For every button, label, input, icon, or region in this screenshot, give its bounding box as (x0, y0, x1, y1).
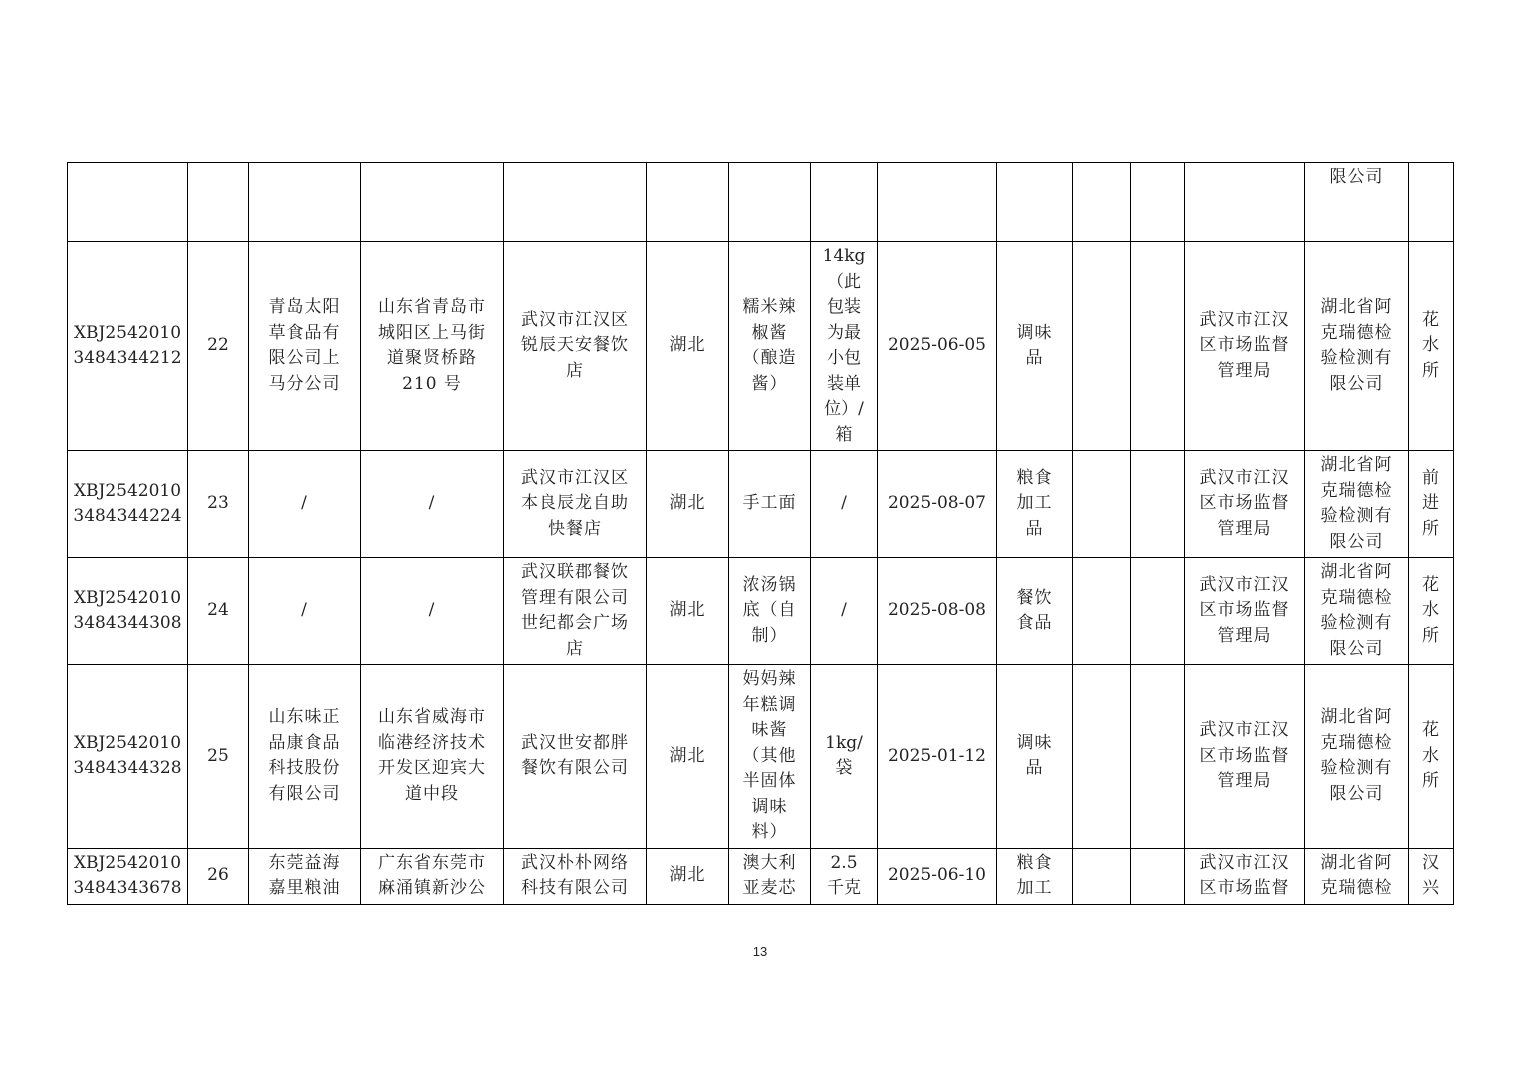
product-name-cell: 糯米辣 椒酱 （酿造 酱） (729, 242, 811, 451)
province-cell: 湖北 (647, 665, 729, 849)
table-cell (1131, 665, 1185, 849)
product-name-cell: 浓汤锅 底（自 制） (729, 558, 811, 665)
manufacturer-address-cell: 山东省威海市 临港经济技术 开发区迎宾大 道中段 (361, 665, 504, 849)
table-cell (1131, 163, 1185, 242)
station-cell: 花 水 所 (1409, 558, 1454, 665)
table-cell (1073, 848, 1131, 904)
table-cell (504, 163, 647, 242)
food-category-cell: 粮食 加工 品 (997, 451, 1073, 558)
table-cell (1185, 163, 1305, 242)
task-source-cell: 武汉市江汉 区市场监督 管理局 (1185, 665, 1305, 849)
manufacturer-cell: 青岛太阳 草食品有 限公司上 马分公司 (249, 242, 361, 451)
manufacturer-address-cell: 广东省东莞市 麻涌镇新沙公 (361, 848, 504, 904)
manufacturer-cell: / (249, 558, 361, 665)
table-cell (1131, 451, 1185, 558)
table-row (68, 242, 1454, 451)
table-row (68, 451, 1454, 558)
table-cell (188, 163, 249, 242)
serial-number-cell: 24 (188, 558, 249, 665)
production-date-cell: 2025-01-12 (878, 665, 997, 849)
table-cell (1073, 558, 1131, 665)
sampled-unit-cell: 武汉联郡餐饮 管理有限公司 世纪都会广场 店 (504, 558, 647, 665)
specification-cell: / (811, 451, 878, 558)
production-date-cell: 2025-08-07 (878, 451, 997, 558)
table-cell (1073, 451, 1131, 558)
table-cell (729, 163, 811, 242)
sampling-results-table (67, 162, 1454, 905)
station-cell: 花 水 所 (1409, 242, 1454, 451)
serial-number-cell: 26 (188, 848, 249, 904)
testing-agency-cell: 湖北省阿 克瑞德检 验检测有 限公司 (1305, 665, 1409, 849)
table-row (68, 163, 1454, 242)
table-cell (249, 163, 361, 242)
station-cell: 花 水 所 (1409, 665, 1454, 849)
serial-number-cell: 25 (188, 665, 249, 849)
task-source-cell: 武汉市江汉 区市场监督 管理局 (1185, 242, 1305, 451)
page-number: 13 (752, 944, 768, 959)
province-cell: 湖北 (647, 848, 729, 904)
table-cell (1073, 242, 1131, 451)
manufacturer-address-cell: / (361, 451, 504, 558)
sampled-unit-cell: 武汉世安都胖 餐饮有限公司 (504, 665, 647, 849)
table-row (68, 848, 1454, 904)
sampled-unit-cell: 武汉朴朴网络 科技有限公司 (504, 848, 647, 904)
specification-cell: 2.5 千克 (811, 848, 878, 904)
station-cell: 汉 兴 (1409, 848, 1454, 904)
task-source-cell: 武汉市江汉 区市场监督 管理局 (1185, 451, 1305, 558)
serial-number-cell: 22 (188, 242, 249, 451)
table-cell (1131, 558, 1185, 665)
task-source-cell: 武汉市江汉 区市场监督 (1185, 848, 1305, 904)
food-category-cell: 调味 品 (997, 665, 1073, 849)
table-cell (647, 163, 729, 242)
table-row (68, 665, 1454, 849)
sample-id-cell: XBJ2542010 3484344212 (68, 242, 188, 451)
sample-id-cell: XBJ2542010 3484344308 (68, 558, 188, 665)
table-cell: 限公司 (1305, 163, 1409, 242)
specification-cell: 1kg/ 袋 (811, 665, 878, 849)
manufacturer-cell: 东莞益海 嘉里粮油 (249, 848, 361, 904)
table-cell (997, 163, 1073, 242)
testing-agency-cell: 湖北省阿 克瑞德检 (1305, 848, 1409, 904)
manufacturer-address-cell: 山东省青岛市 城阳区上马街 道聚贤桥路 210 号 (361, 242, 504, 451)
specification-cell: 14kg （此 包装 为最 小包 装单 位）/ 箱 (811, 242, 878, 451)
production-date-cell: 2025-08-08 (878, 558, 997, 665)
table-row (68, 558, 1454, 665)
product-name-cell: 手工面 (729, 451, 811, 558)
food-category-cell: 粮食 加工 (997, 848, 1073, 904)
table-cell (1131, 848, 1185, 904)
sampled-unit-cell: 武汉市江汉区 锐辰天安餐饮 店 (504, 242, 647, 451)
province-cell: 湖北 (647, 558, 729, 665)
sample-id-cell: XBJ2542010 3484343678 (68, 848, 188, 904)
table-cell (361, 163, 504, 242)
table-cell (878, 163, 997, 242)
table-cell (1073, 163, 1131, 242)
manufacturer-cell: 山东味正 品康食品 科技股份 有限公司 (249, 665, 361, 849)
sampled-unit-cell: 武汉市江汉区 本良辰龙自助 快餐店 (504, 451, 647, 558)
product-name-cell: 澳大利 亚麦芯 (729, 848, 811, 904)
sample-id-cell: XBJ2542010 3484344328 (68, 665, 188, 849)
province-cell: 湖北 (647, 451, 729, 558)
specification-cell: / (811, 558, 878, 665)
testing-agency-cell: 湖北省阿 克瑞德检 验检测有 限公司 (1305, 558, 1409, 665)
table-cell (68, 163, 188, 242)
station-cell: 前 进 所 (1409, 451, 1454, 558)
table-cell (1131, 242, 1185, 451)
production-date-cell: 2025-06-10 (878, 848, 997, 904)
food-category-cell: 调味 品 (997, 242, 1073, 451)
production-date-cell: 2025-06-05 (878, 242, 997, 451)
testing-agency-cell: 湖北省阿 克瑞德检 验检测有 限公司 (1305, 242, 1409, 451)
manufacturer-cell: / (249, 451, 361, 558)
province-cell: 湖北 (647, 242, 729, 451)
table-cell (811, 163, 878, 242)
table-cell (1073, 665, 1131, 849)
table-cell (1409, 163, 1454, 242)
sample-id-cell: XBJ2542010 3484344224 (68, 451, 188, 558)
serial-number-cell: 23 (188, 451, 249, 558)
product-name-cell: 妈妈辣 年糕调 味酱 （其他 半固体 调味 料） (729, 665, 811, 849)
task-source-cell: 武汉市江汉 区市场监督 管理局 (1185, 558, 1305, 665)
food-category-cell: 餐饮 食品 (997, 558, 1073, 665)
manufacturer-address-cell: / (361, 558, 504, 665)
testing-agency-cell: 湖北省阿 克瑞德检 验检测有 限公司 (1305, 451, 1409, 558)
